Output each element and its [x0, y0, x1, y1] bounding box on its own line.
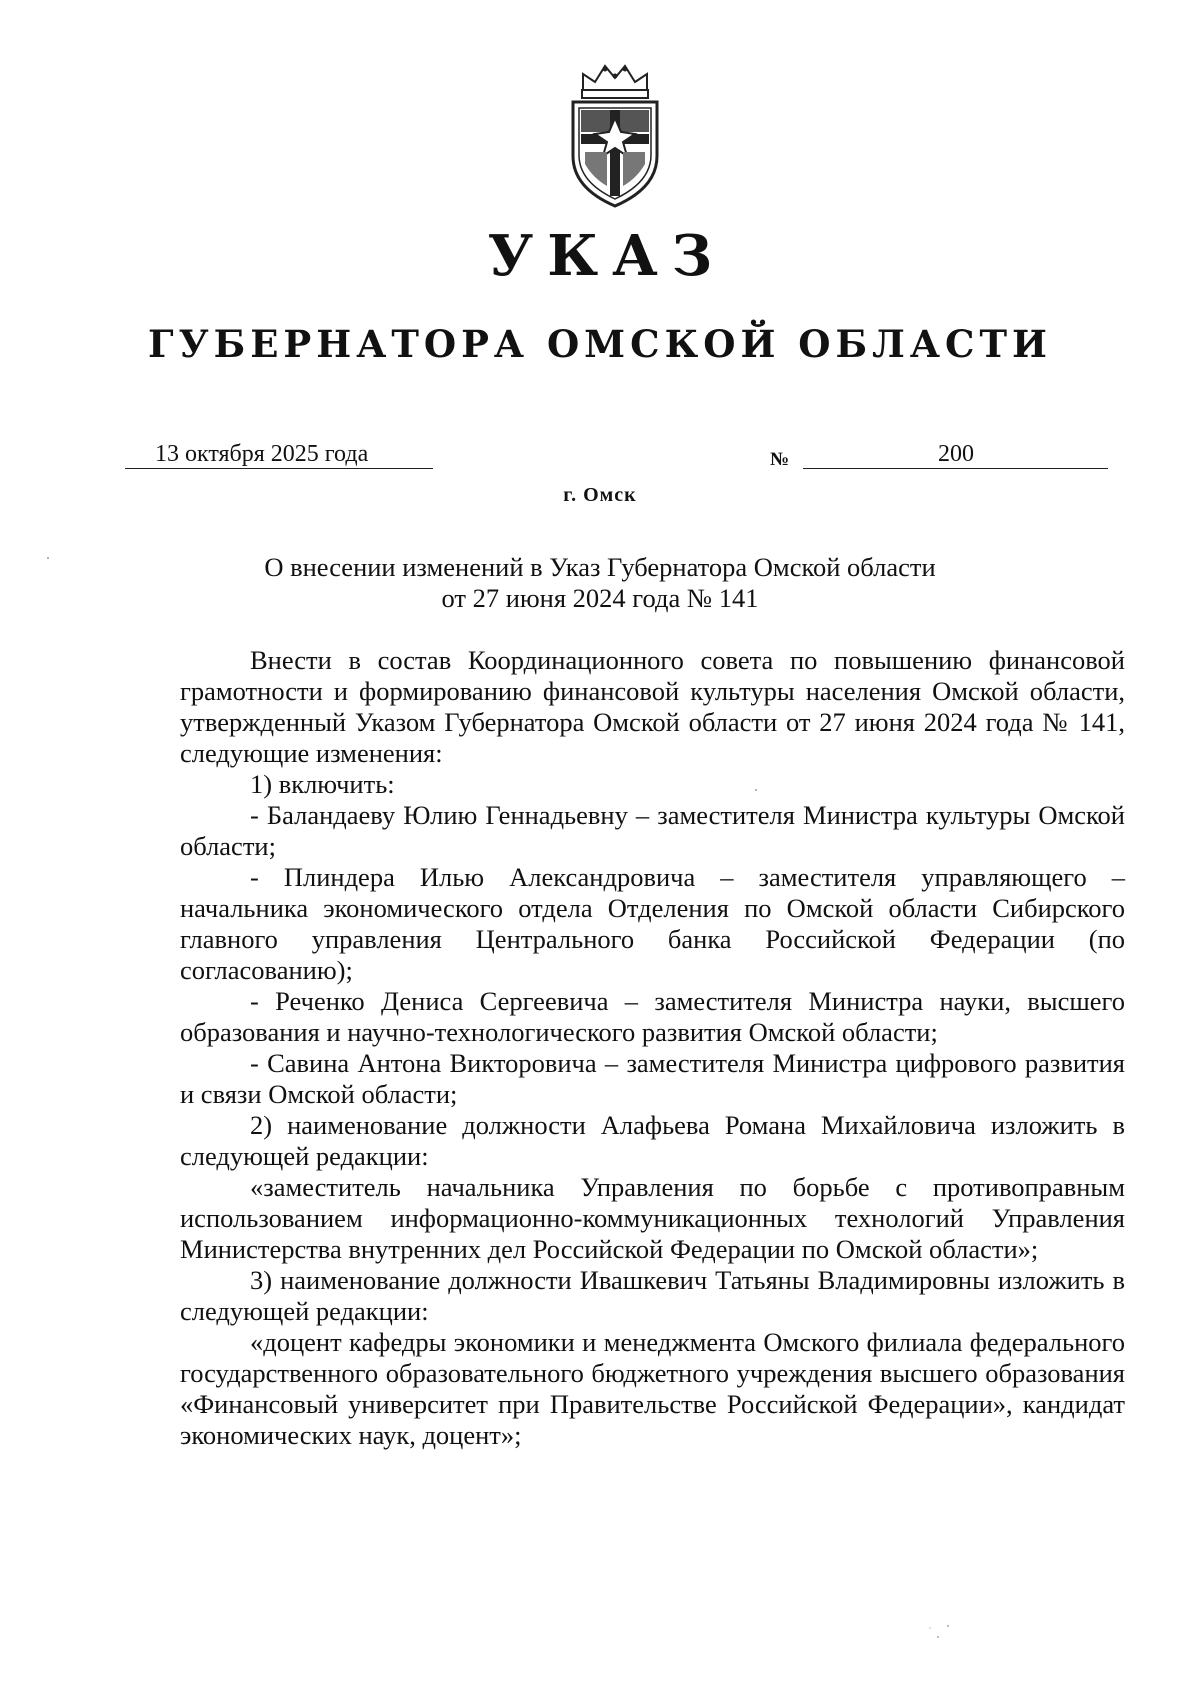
body-paragraph: - Баландаеву Юлию Геннадьевну – заместителя Министра культуры Омской области; [180, 800, 1125, 861]
body-paragraph: - Реченко Дениса Сергеевича – заместителя Министра науки, высшего образования и научно-технологического развития Омской области; [180, 986, 1125, 1047]
body-paragraph: - Плиндера Илью Александровича – заместителя управляющего – начальника экономического отдела Отделения по Омской области Сибирского главного управления Центрального банка Российской Федерации (по согласованию); [180, 862, 1125, 985]
heading-line: от 27 июня 2024 года № 141 [441, 583, 759, 613]
body-paragraph: Внести в состав Координационного совета по повышению финансовой грамотности и формированию финансовой культуры населения Омской области, утвержденный Указом Губернатора Омской области от 27 июня 2024 года № 141, следующие изменения: [180, 645, 1125, 768]
document-body [180, 645, 1125, 1451]
document-heading [180, 552, 1020, 614]
body-paragraph: 3) наименование должности Ивашкевич Татьяны Владимировны изложить в следующей редакции: [180, 1265, 1125, 1326]
document-city: г. Омск [563, 484, 637, 506]
body-paragraph: «доцент кафедры экономики и менеджмента Омского филиала федерального государственного образовательного бюджетного учреждения высшего образования «Финансовый университет при Правительстве Российской Федерации», кандидат экономических наук, доцент»; [180, 1327, 1125, 1450]
document-number: 200 [803, 440, 1108, 469]
number-label: № [770, 449, 790, 470]
document-date: 13 октября 2025 года [125, 440, 433, 469]
body-paragraph: «заместитель начальника Управления по борьбе с противоправным использованием информационно-коммуникационных технологий Управления Министерства внутренних дел Российской Федерации по Омской области»; [180, 1172, 1125, 1264]
omsk-coat-of-arms-icon [555, 60, 675, 210]
body-paragraph: 1) включить: [250, 769, 395, 799]
body-paragraph: - Савина Антона Викторовича – заместителя Министра цифрового развития и связи Омской области; [180, 1048, 1125, 1109]
document-title: УКАЗ [487, 223, 727, 289]
heading-line: О внесении изменений в Указ Губернатора Омской области [264, 552, 936, 582]
body-paragraph: 2) наименование должности Алафьева Романа Михайловича изложить в следующей редакции: [180, 1110, 1125, 1171]
document-subtitle: ГУБЕРНАТОРА ОМСКОЙ ОБЛАСТИ [148, 322, 1052, 366]
